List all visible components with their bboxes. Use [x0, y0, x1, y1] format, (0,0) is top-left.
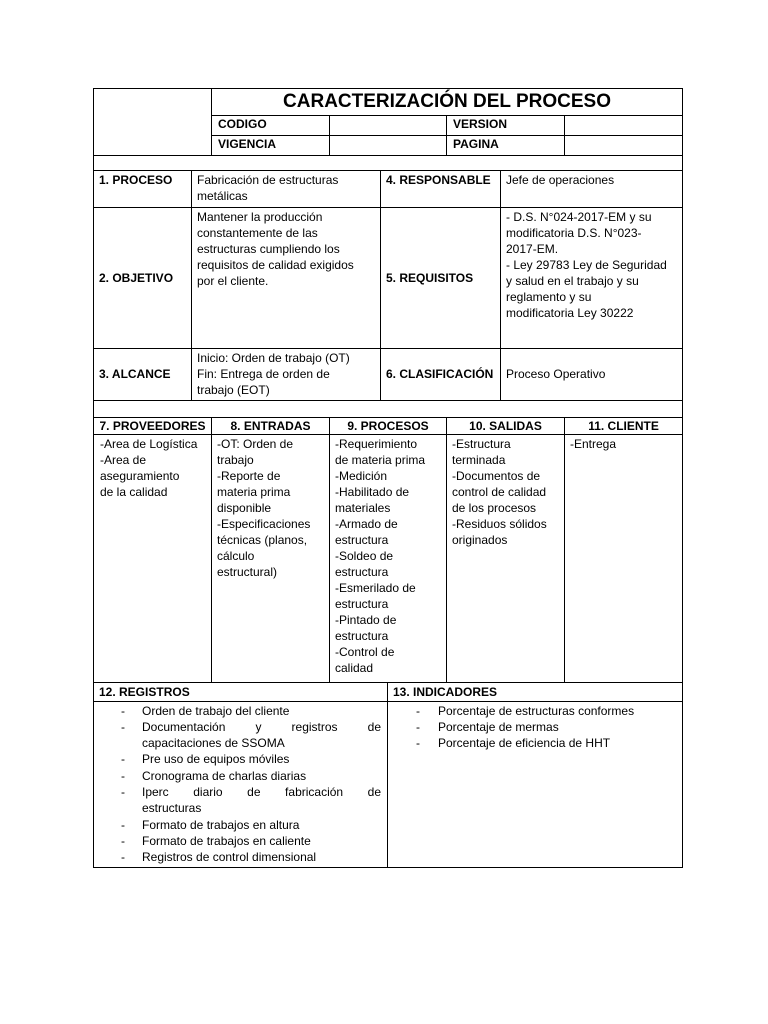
objetivo-value — [192, 207, 381, 348]
salidas-cell — [447, 434, 565, 682]
registros-list — [94, 703, 381, 866]
list-item: - Porcentaje de estructuras conformes — [416, 703, 635, 718]
objetivo-label: 2. OBJETIVO — [94, 207, 192, 348]
procesos-line: -Armado de — [335, 516, 398, 531]
requisitos-line: modificatoria D.S. N°023- — [506, 225, 642, 240]
list-item: - Pre uso de equipos móviles — [121, 752, 290, 767]
procesos-line: -Pintado de — [335, 612, 397, 627]
entradas-line: materia prima — [217, 484, 291, 499]
requisitos-line: reglamento y su — [506, 289, 592, 304]
responsable-value: Jefe de operaciones — [501, 171, 683, 207]
list-item: - Documentación y registros de capacitaciones de SSOMA — [121, 719, 381, 751]
salidas-line: terminada — [452, 452, 506, 467]
process-info-table — [93, 171, 683, 401]
procesos-line: -Soldeo de — [335, 548, 394, 563]
requisitos-label: 5. REQUISITOS — [381, 207, 501, 348]
proveedores-line: -Area de — [100, 452, 147, 467]
requisitos-value — [501, 207, 683, 348]
responsable-label: 4. RESPONSABLE — [381, 171, 501, 207]
salidas-line: -Documentos de — [452, 468, 541, 483]
procesos-line: estructura — [335, 628, 389, 643]
vigencia-value — [330, 136, 447, 156]
header-table — [93, 88, 683, 171]
procesos-line: materiales — [335, 500, 391, 515]
codigo-label: CODIGO — [212, 116, 330, 136]
entradas-line: trabajo — [217, 452, 254, 467]
procesos-header: 9. PROCESOS — [330, 417, 447, 434]
procesos-cell — [330, 434, 447, 682]
alcance-label: 3. ALCANCE — [94, 348, 192, 400]
entradas-line: estructural) — [217, 564, 278, 579]
objetivo-line: Mantener la producción — [197, 209, 323, 224]
list-item: - Porcentaje de mermas — [416, 719, 559, 734]
sipoc-table — [93, 401, 683, 683]
procesos-line: estructura — [335, 596, 389, 611]
procesos-line: estructura — [335, 532, 389, 547]
proveedores-header: 7. PROVEEDORES — [94, 417, 212, 434]
clasificacion-value: Proceso Operativo — [501, 348, 683, 400]
procesos-line: -Medición — [335, 468, 388, 483]
registros-cell — [94, 701, 388, 868]
entradas-line: -Especificaciones — [217, 516, 311, 531]
entradas-cell — [212, 434, 330, 682]
document-title: CARACTERIZACIÓN DEL PROCESO — [212, 89, 683, 116]
indicadores-list — [388, 703, 676, 752]
proveedores-line: de la calidad — [100, 484, 168, 499]
proveedores-line: -Area de Logística — [100, 436, 198, 451]
entradas-header: 8. ENTRADAS — [212, 417, 330, 434]
indicadores-cell — [388, 701, 683, 868]
procesos-line: estructura — [335, 564, 389, 579]
list-item: - Cronograma de charlas diarias — [121, 768, 307, 783]
entradas-line: técnicas (planos, — [217, 532, 308, 547]
procesos-line: de materia prima — [335, 452, 426, 467]
requisitos-line: y salud en el trabajo y su — [506, 273, 639, 288]
cliente-header: 11. CLIENTE — [565, 417, 683, 434]
codigo-value — [330, 116, 447, 136]
vigencia-label: VIGENCIA — [212, 136, 330, 156]
objetivo-line: estructuras cumpliendo los — [197, 241, 340, 256]
procesos-line: -Esmerilado de — [335, 580, 416, 595]
registros-indicadores-table — [93, 683, 683, 869]
entradas-line: -OT: Orden de — [217, 436, 294, 451]
requisitos-line: 2017-EM. — [506, 241, 559, 256]
version-label: VERSION — [447, 116, 565, 136]
alcance-line: Fin: Entrega de orden de — [197, 366, 330, 381]
spacer-row — [94, 401, 683, 418]
salidas-line: originados — [452, 532, 508, 547]
pagina-label: PAGINA — [447, 136, 565, 156]
objetivo-line: requisitos de calidad exigidos — [197, 257, 354, 272]
clasificacion-label: 6. CLASIFICACIÓN — [381, 348, 501, 400]
requisitos-line: - Ley 29783 Ley de Seguridad — [506, 257, 667, 272]
procesos-line: calidad — [335, 660, 374, 675]
salidas-line: -Estructura — [452, 436, 511, 451]
pagina-value — [565, 136, 683, 156]
entradas-line: disponible — [217, 500, 272, 515]
proveedores-line: aseguramiento — [100, 468, 180, 483]
list-item: - Orden de trabajo del cliente — [121, 703, 290, 718]
procesos-line: -Habilitado de — [335, 484, 410, 499]
proveedores-cell — [94, 434, 212, 682]
cliente-cell — [565, 434, 683, 682]
salidas-line: control de calidad — [452, 484, 547, 499]
requisitos-line: modificatoria Ley 30222 — [506, 305, 634, 320]
proceso-label: 1. PROCESO — [94, 171, 192, 207]
objetivo-line: constantemente de las — [197, 225, 318, 240]
list-item: - Porcentaje de eficiencia de HHT — [416, 736, 611, 751]
list-item: - Formato de trabajos en caliente — [121, 833, 311, 848]
list-item: - Formato de trabajos en altura — [121, 817, 300, 832]
proceso-line: Fabricación de estructuras — [197, 173, 339, 187]
cliente-line: -Entrega — [570, 436, 617, 451]
spacer-row — [94, 156, 683, 171]
salidas-header: 10. SALIDAS — [447, 417, 565, 434]
list-item: - Registros de control dimensional — [121, 850, 317, 865]
process-characterization-document — [93, 88, 682, 868]
requisitos-line: - D.S. N°024-2017-EM y su — [506, 209, 652, 224]
indicadores-label: 13. INDICADORES — [388, 683, 683, 702]
entradas-line: -Reporte de — [217, 468, 281, 483]
salidas-line: -Residuos sólidos — [452, 516, 547, 531]
objetivo-line: por el cliente. — [197, 273, 269, 288]
registros-label: 12. REGISTROS — [94, 683, 388, 702]
entradas-line: cálculo — [217, 548, 255, 563]
alcance-value — [192, 348, 381, 400]
proceso-line: metálicas — [197, 189, 248, 203]
procesos-line: -Control de — [335, 644, 395, 659]
procesos-line: -Requerimiento — [335, 436, 418, 451]
logo-area — [94, 89, 212, 156]
alcance-line: Inicio: Orden de trabajo (OT) — [197, 350, 350, 365]
salidas-line: de los procesos — [452, 500, 537, 515]
alcance-line: trabajo (EOT) — [197, 382, 270, 397]
proceso-value — [192, 171, 381, 207]
list-item: - Iperc diario de fabricación de estructuras — [121, 784, 381, 816]
version-value — [565, 116, 683, 136]
